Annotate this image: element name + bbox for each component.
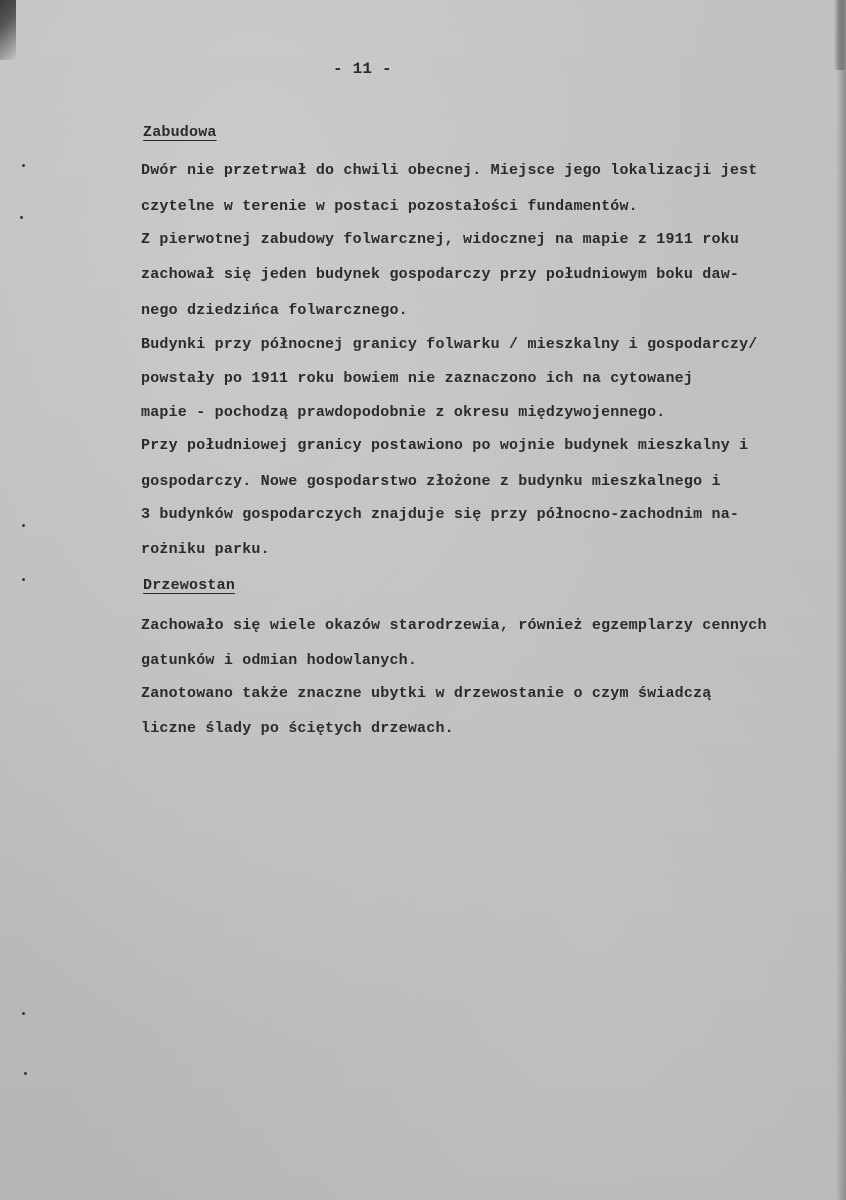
paragraph-line: Zachowało się wiele okazów starodrzewia, również egzemplarzy cennych bbox=[141, 617, 767, 634]
page-corner-shadow bbox=[0, 0, 16, 60]
paragraph-line: Zanotowano także znaczne ubytki w drzewostanie o czym świadczą bbox=[141, 685, 712, 702]
page-right-edge bbox=[836, 0, 846, 1200]
paragraph-line: powstały po 1911 roku bowiem nie zaznaczono ich na cytowanej bbox=[141, 370, 694, 387]
margin-mark bbox=[20, 216, 23, 219]
page-number: - 11 - bbox=[333, 60, 392, 78]
paragraph-line: Dwór nie przetrwał do chwili obecnej. Miejsce jego lokalizacji jest bbox=[141, 162, 758, 179]
paragraph-line: Przy południowej granicy postawiono po wojnie budynek mieszkalny i bbox=[141, 437, 749, 454]
paragraph-line: rożniku parku. bbox=[141, 541, 270, 558]
section-heading-buildings: Zabudowa bbox=[143, 124, 217, 141]
paragraph-line: gospodarczy. Nowe gospodarstwo złożone z budynku mieszkalnego i bbox=[141, 473, 721, 490]
margin-mark bbox=[22, 578, 25, 581]
margin-mark bbox=[22, 524, 25, 527]
paragraph-line: Z pierwotnej zabudowy folwarcznej, widocznej na mapie z 1911 roku bbox=[141, 231, 740, 248]
margin-mark bbox=[22, 1012, 25, 1015]
margin-mark bbox=[24, 1072, 27, 1075]
paragraph-line: zachował się jeden budynek gospodarczy przy południowym boku daw- bbox=[141, 266, 740, 283]
margin-mark bbox=[22, 164, 25, 167]
section-heading-trees: Drzewostan bbox=[143, 577, 236, 594]
paragraph-line: mapie - pochodzą prawdopodobnie z okresu międzywojennego. bbox=[141, 404, 666, 421]
paragraph-line: czytelne w terenie w postaci pozostałości fundamentów. bbox=[141, 198, 638, 215]
paragraph-line: liczne ślady po ściętych drzewach. bbox=[141, 720, 454, 737]
paragraph-line: 3 budynków gospodarczych znajduje się przy północno-zachodnim na- bbox=[141, 506, 740, 523]
paragraph-line: nego dziedzińca folwarcznego. bbox=[141, 302, 408, 319]
paragraph-line: Budynki przy północnej granicy folwarku / mieszkalny i gospodarczy/ bbox=[141, 336, 758, 353]
paragraph-line: gatunków i odmian hodowlanych. bbox=[141, 652, 418, 669]
